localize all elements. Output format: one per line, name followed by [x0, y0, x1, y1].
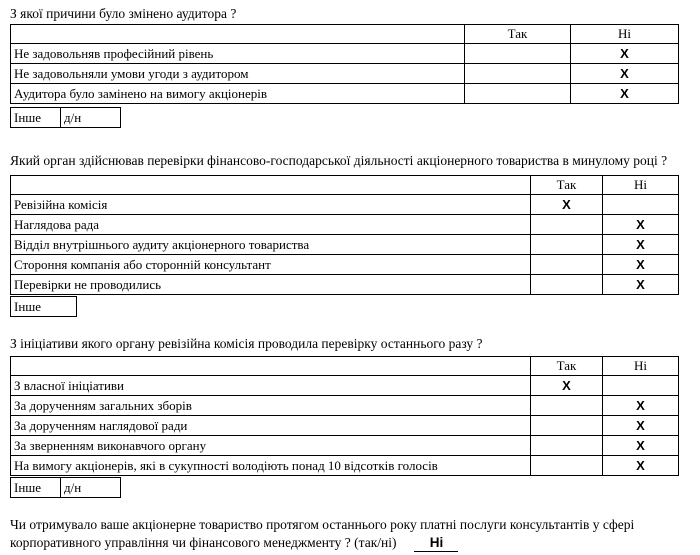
- row-label: Відділ внутрішнього аудиту акціонерного товариства: [11, 235, 531, 255]
- consultants-answer: Ні: [414, 535, 458, 552]
- row-label: За дорученням наглядової ради: [11, 416, 531, 436]
- row-label: Не задовольняв професійний рівень: [11, 44, 465, 64]
- table-row: [11, 44, 679, 64]
- row-no-mark: X: [571, 64, 679, 84]
- row-no-mark: X: [603, 436, 679, 456]
- table-header-row: [11, 357, 679, 376]
- auditor-change-other-table: [10, 107, 121, 128]
- row-label: Наглядова рада: [11, 215, 531, 235]
- inspection-body-other-table: [10, 296, 77, 317]
- row-no-mark: X: [603, 235, 679, 255]
- row-no-mark: X: [603, 255, 679, 275]
- question-consultants-line2: [10, 535, 458, 552]
- header-yes: Так: [531, 176, 603, 195]
- question-inspection-body: Який орган здійснював перевірки фінансово-господарської діяльності акціонерного товариства в минулому році ?: [10, 153, 668, 168]
- table-row: [11, 436, 679, 456]
- row-yes-mark: [465, 44, 571, 64]
- row-no-mark: X: [603, 275, 679, 295]
- row-yes-mark: [531, 396, 603, 416]
- table-row: [11, 396, 679, 416]
- table-row: [11, 255, 679, 275]
- table-header-row: [11, 176, 679, 195]
- row-yes-mark: [531, 215, 603, 235]
- row-label: Ревізійна комісія: [11, 195, 531, 215]
- header-no: Ні: [603, 357, 679, 376]
- row-yes-mark: [531, 456, 603, 476]
- table-header-row: [11, 25, 679, 44]
- table-row: [11, 376, 679, 396]
- row-label: На вимогу акціонерів, які в сукупності володіють понад 10 відсотків голосів: [11, 456, 531, 476]
- row-no-mark: X: [571, 84, 679, 104]
- row-yes-mark: [465, 64, 571, 84]
- table-row: [11, 215, 679, 235]
- question-revision-initiative: З ініціативи якого органу ревізійна комісія проводила перевірку останнього разу ?: [10, 336, 483, 351]
- question-consultants-text: корпоративного управління чи фінансового менеджменту ? (так/ні): [10, 535, 397, 550]
- row-label: Стороння компанія або сторонній консультант: [11, 255, 531, 275]
- row-label: Аудитора було замінено на вимогу акціонерів: [11, 84, 465, 104]
- row-yes-mark: [531, 436, 603, 456]
- header-yes: Так: [531, 357, 603, 376]
- row-yes-mark: [531, 255, 603, 275]
- question-auditor-change: З якої причини було змінено аудитора ?: [10, 6, 237, 21]
- header-yes: Так: [465, 25, 571, 44]
- row-label: За дорученням загальних зборів: [11, 396, 531, 416]
- row-no-mark: X: [571, 44, 679, 64]
- table-row: [11, 275, 679, 295]
- row-yes-mark: [531, 235, 603, 255]
- table-row: [11, 456, 679, 476]
- other-label: Інше: [11, 297, 77, 317]
- table-row: [11, 235, 679, 255]
- other-label: Інше: [11, 108, 61, 128]
- table-row: [11, 84, 679, 104]
- row-label: Перевірки не проводились: [11, 275, 531, 295]
- row-yes-mark: [531, 416, 603, 436]
- table-row: [11, 64, 679, 84]
- auditor-change-table: [10, 24, 679, 104]
- row-no-mark: [603, 376, 679, 396]
- row-yes-mark: X: [531, 195, 603, 215]
- row-label: З власної ініціативи: [11, 376, 531, 396]
- other-label: Інше: [11, 478, 61, 498]
- other-value: д/н: [61, 478, 121, 498]
- row-yes-mark: X: [531, 376, 603, 396]
- header-no: Ні: [571, 25, 679, 44]
- row-yes-mark: [531, 275, 603, 295]
- row-no-mark: X: [603, 416, 679, 436]
- revision-initiative-other-table: [10, 477, 121, 498]
- row-no-mark: X: [603, 456, 679, 476]
- header-blank: [11, 357, 531, 376]
- row-yes-mark: [465, 84, 571, 104]
- header-blank: [11, 25, 465, 44]
- header-no: Ні: [603, 176, 679, 195]
- revision-initiative-table: [10, 356, 679, 476]
- inspection-body-table: [10, 175, 679, 295]
- header-blank: [11, 176, 531, 195]
- row-no-mark: X: [603, 215, 679, 235]
- other-value: д/н: [61, 108, 121, 128]
- row-no-mark: [603, 195, 679, 215]
- row-no-mark: X: [603, 396, 679, 416]
- table-row: [11, 195, 679, 215]
- table-row: [11, 416, 679, 436]
- question-consultants-line1: Чи отримувало ваше акціонерне товариство протягом останнього року платні послуги консультантів у сфері: [10, 517, 635, 532]
- row-label: Не задовольняли умови угоди з аудитором: [11, 64, 465, 84]
- row-label: За зверненням виконавчого органу: [11, 436, 531, 456]
